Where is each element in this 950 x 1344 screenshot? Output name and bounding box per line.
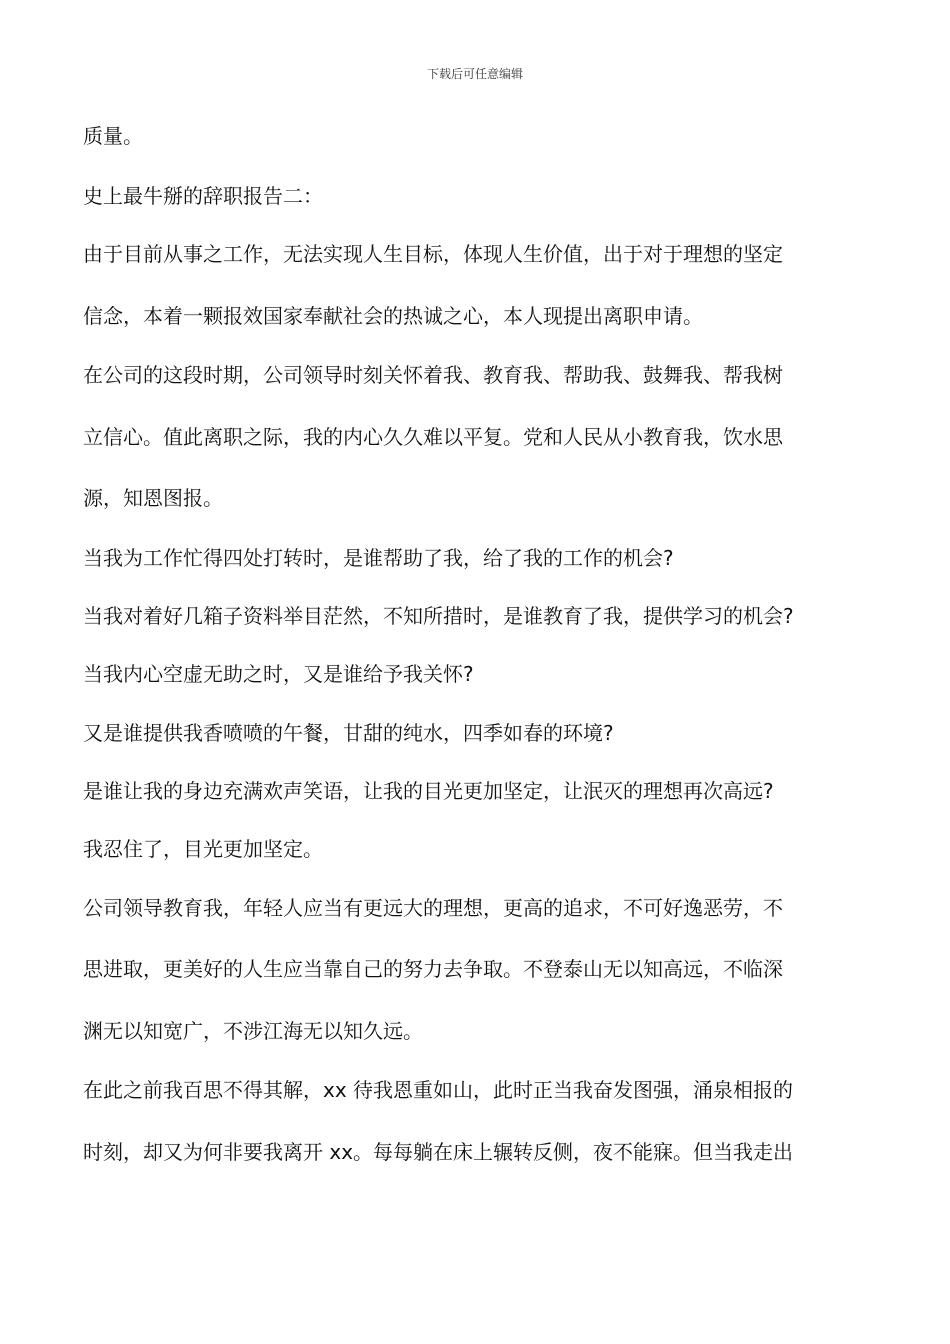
text-line: 公司领导教育我，年轻人应当有更远大的理想，更高的追求，不可好逸恶劳，不 <box>83 896 783 920</box>
text-line: 我忍住了，目光更加坚定。 <box>83 837 323 861</box>
text-line: 在公司的这段时期，公司领导时刻关怀着我、教育我、帮助我、鼓舞我、帮我树 <box>83 363 783 387</box>
text-line: 源，知恩图报。 <box>83 486 223 510</box>
text-line: 当我对着好几箱子资料举目茫然，不知所措时，是谁教育了我，提供学习的机会? <box>83 604 794 628</box>
text-line: 又是谁提供我香喷喷的午餐，甘甜的纯水，四季如春的环境? <box>83 721 614 745</box>
text-line: 是谁让我的身边充满欢声笑语，让我的目光更加坚定，让泯灭的理想再次高远? <box>83 779 774 803</box>
text-line: 时刻，却又为何非要我离开 xx。每每躺在床上辗转反侧，夜不能寐。但当我走出 <box>83 1140 794 1164</box>
text-line: 质量。 <box>83 124 143 148</box>
text-line: 信念，本着一颗报效国家奉献社会的热诚之心，本人现提出离职申请。 <box>83 304 703 328</box>
page-header: 下载后可任意编辑 <box>426 67 523 81</box>
text-line: 史上最牛掰的辞职报告二： <box>83 184 323 208</box>
text-line: 立信心。值此离职之际，我的内心久久难以平复。党和人民从小教育我，饮水思 <box>83 425 783 449</box>
text-line: 在此之前我百思不得其解，xx 待我恩重如山，此时正当我奋发图强，涌泉相报的 <box>83 1078 794 1102</box>
text-line: 思进取，更美好的人生应当靠自己的努力去争取。不登泰山无以知高远，不临深 <box>83 957 783 981</box>
text-line: 当我为工作忙得四处打转时，是谁帮助了我，给了我的工作的机会? <box>83 546 674 570</box>
text-line: 渊无以知宽广，不涉江海无以知久远。 <box>83 1019 423 1043</box>
text-line: 当我内心空虚无助之时，又是谁给予我关怀? <box>83 662 474 686</box>
text-line: 由于目前从事之工作，无法实现人生目标，体现人生价值，出于对于理想的坚定 <box>83 242 783 266</box>
